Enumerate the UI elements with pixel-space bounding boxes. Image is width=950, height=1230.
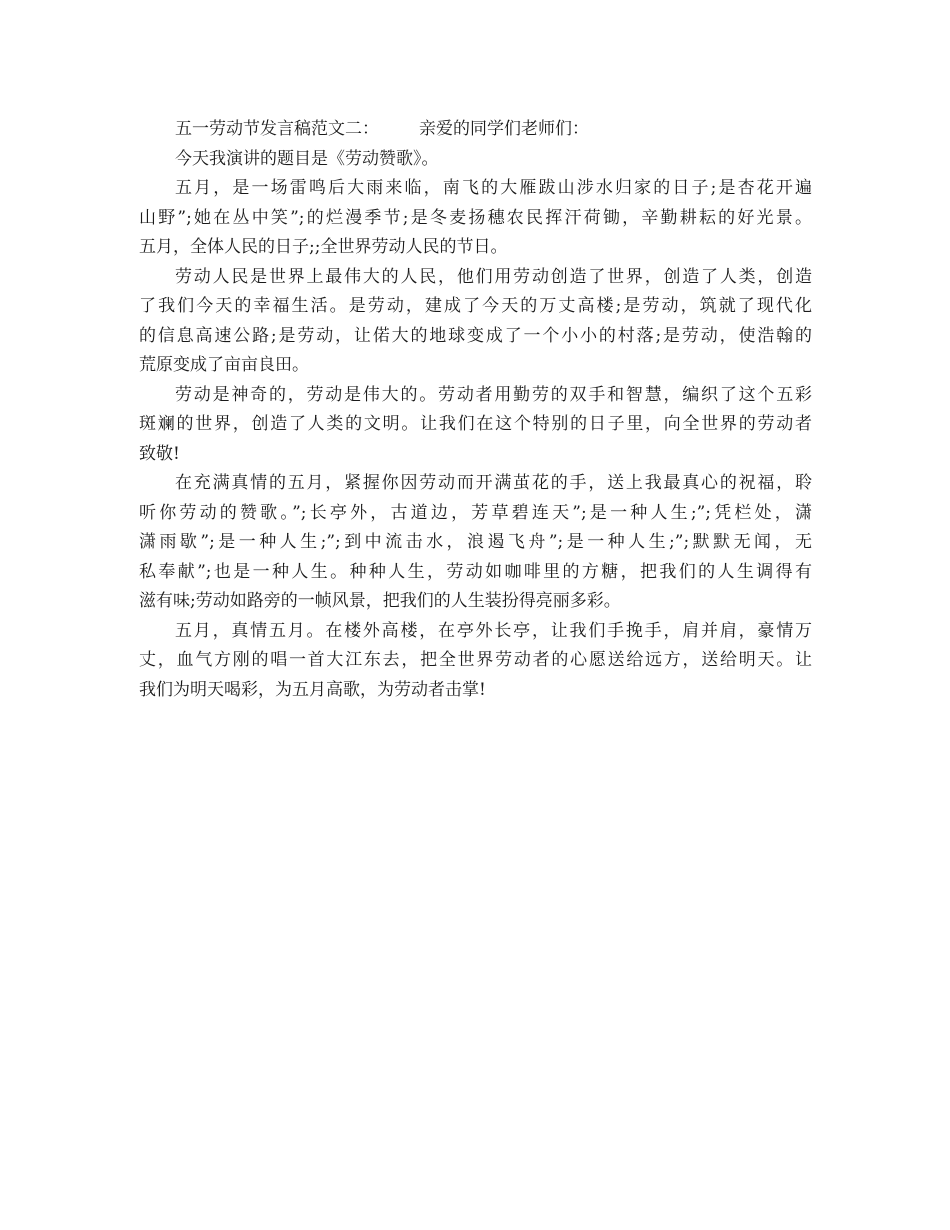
text-line: 五月，真情五月。在楼外高楼，在亭外长亭，让我们手挽手，肩并肩，豪情万 (175, 620, 812, 641)
text-line: 的信息高速公路;是劳动，让偌大的地球变成了一个小小的村落;是劳动，使浩翰的 (139, 325, 812, 346)
text-line: 私奉献”;也是一种人生。种种人生，劳动如咖啡里的方糖，把我们的人生调得有 (139, 561, 812, 582)
text-line: 在充满真情的五月，紧握你因劳动而开满茧花的手，送上我最真心的祝福，聆 (175, 473, 812, 493)
text-line: 听你劳动的赞歌。”;长亭外，古道边，芳草碧连天”;是一种人生;”;凭栏处，潇 (139, 502, 812, 523)
text-line: 了我们今天的幸福生活。是劳动，建成了今天的万丈高楼;是劳动，筑就了现代化 (139, 296, 812, 316)
text-line: 五月，全体人民的日子;;全世界劳动人民的节日。 (139, 237, 508, 257)
text-line: 丈，血气方刚的唱一首大江东去，把全世界劳动者的心愿送给远方，送给明天。让 (139, 650, 812, 670)
text-line: 滋有味;劳动如路旁的一帧风景，把我们的人生装扮得亮丽多彩。 (139, 591, 621, 611)
text-line: 劳动是神奇的，劳动是伟大的。劳动者用勤劳的双手和智慧，编织了这个五彩 (175, 384, 812, 405)
text-line: 荒原变成了亩亩良田。 (139, 355, 309, 375)
document-heading: 五一劳动节发言稿范文二： (175, 119, 379, 139)
greeting: 亲爱的同学们老师们： (419, 119, 589, 139)
text-line: 潇雨歇”;是一种人生;”;到中流击水，浪遏飞舟”;是一种人生;”;默默无闻，无 (139, 532, 812, 552)
text-lines (139, 145, 812, 706)
document-body (139, 115, 812, 705)
heading-line (139, 115, 812, 145)
text-line: 致敬! (139, 443, 180, 464)
text-line: 斑斓的世界，创造了人类的文明。让我们在这个特别的日子里，向全世界的劳动者 (139, 414, 812, 434)
text-line: 劳动人民是世界上最伟大的人民，他们用劳动创造了世界，创造了人类，创造 (175, 266, 812, 287)
text-line: 今天我演讲的题目是《劳动赞歌》。 (175, 148, 439, 169)
text-line: 山野”;她在丛中笑”;的烂漫季节;是冬麦扬穗农民挥汗荷锄，辛勤耕耘的好光景。 (139, 207, 812, 228)
text-line: 五月，是一场雷鸣后大雨来临，南飞的大雁跋山涉水归家的日子;是杏花开遍 (175, 178, 812, 198)
text-line: 我们为明天喝彩，为五月高歌，为劳动者击掌! (139, 679, 486, 700)
